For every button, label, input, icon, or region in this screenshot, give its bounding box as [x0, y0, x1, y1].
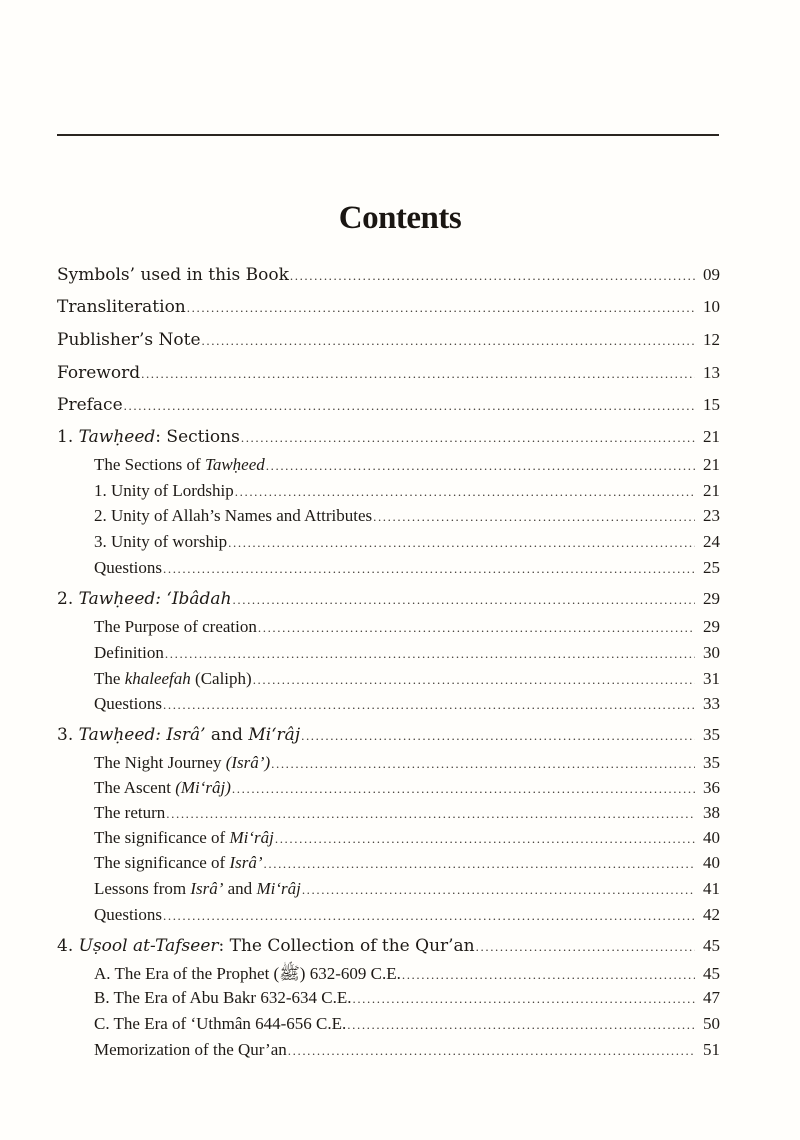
italic-term: Isrâ’ — [229, 853, 263, 872]
toc-chapter-entry[interactable] — [57, 725, 720, 745]
label-text: The — [94, 669, 125, 688]
toc-entry-label — [94, 905, 162, 925]
toc-entry-label — [94, 1014, 346, 1034]
toc-entry-label — [57, 297, 186, 317]
page-number: 29 — [703, 617, 720, 636]
italic-term: Mi‘râj — [248, 725, 301, 745]
chapter-number: 2. — [57, 589, 79, 609]
toc-section-entry[interactable] — [57, 778, 720, 798]
label-text: Definition — [94, 643, 164, 662]
page-number: 40 — [703, 853, 720, 872]
label-text: Questions — [94, 558, 162, 577]
page-number: 21 — [703, 481, 720, 500]
page-number: 25 — [703, 558, 720, 577]
italic-term: Mi‘râj — [229, 828, 274, 847]
toc-entry-label — [94, 617, 257, 637]
dot-leader — [288, 1043, 695, 1059]
toc-chapter-entry[interactable] — [57, 265, 720, 285]
label-text: and — [205, 725, 249, 745]
dot-leader — [233, 592, 695, 608]
toc-entry-label — [57, 395, 123, 415]
toc-entry-label — [94, 669, 252, 689]
label-text: and — [223, 879, 257, 898]
dot-leader — [241, 430, 695, 446]
page-number: 13 — [703, 363, 720, 382]
label-text: Questions — [94, 905, 162, 924]
dot-leader — [253, 672, 695, 688]
italic-term: Mi‘râj — [256, 879, 301, 898]
italic-term: khaleefah — [124, 669, 191, 688]
label-text: : The Collection of the Qur’an — [218, 936, 475, 956]
toc-chapter-entry[interactable] — [57, 395, 720, 415]
dot-leader — [301, 728, 695, 744]
toc-entry-label — [94, 988, 351, 1008]
toc-section-entry[interactable] — [57, 853, 720, 873]
dot-leader — [264, 856, 695, 872]
page-number: 09 — [703, 265, 720, 284]
italic-term: Tawḥeed — [78, 427, 156, 447]
toc-entry-label — [57, 330, 201, 350]
toc-section-entry[interactable] — [57, 643, 720, 663]
dot-leader — [163, 697, 695, 713]
label-text: 1. Unity of Lordship — [94, 481, 234, 500]
label-text: 2. Unity of Allah’s Names and Attributes — [94, 506, 373, 525]
toc-chapter-entry[interactable] — [57, 297, 720, 317]
toc-section-entry[interactable] — [57, 1040, 720, 1060]
page-number: 21 — [703, 455, 720, 474]
toc-section-entry[interactable] — [57, 963, 720, 988]
label-text: Preface — [57, 395, 123, 415]
label-text: The Purpose of creation — [94, 617, 257, 636]
toc-section-entry[interactable] — [57, 481, 720, 501]
label-text: The significance of — [94, 853, 230, 872]
toc-entry-label — [94, 963, 401, 988]
dot-leader — [476, 939, 695, 955]
dot-leader — [165, 646, 695, 662]
dot-leader — [124, 398, 695, 414]
toc-entry-label — [57, 363, 140, 383]
page-number: 35 — [703, 753, 720, 772]
toc-chapter-entry[interactable] — [57, 330, 720, 350]
dot-leader — [402, 967, 695, 983]
toc-entry-label — [94, 694, 162, 714]
toc-entry-label — [94, 455, 265, 475]
italic-term: Isrâ’ — [190, 879, 224, 898]
dot-leader — [275, 831, 695, 847]
chapter-number: 3. — [57, 725, 79, 745]
toc-section-entry[interactable] — [57, 532, 720, 552]
toc-section-entry[interactable] — [57, 506, 720, 526]
toc-entry-label — [94, 481, 234, 501]
toc-entry-label — [94, 558, 162, 578]
page-number: 36 — [703, 778, 720, 797]
page-number: 50 — [703, 1014, 720, 1033]
toc-section-entry[interactable] — [57, 905, 720, 925]
label-text: The return — [94, 803, 166, 822]
page-number: 47 — [703, 988, 720, 1007]
dot-leader — [202, 333, 695, 349]
toc-section-entry[interactable] — [57, 988, 720, 1008]
page-number: 12 — [703, 330, 720, 349]
page-number: 35 — [703, 725, 720, 744]
dot-leader — [187, 300, 695, 316]
italic-term: Uṣool at-Tafseer — [78, 936, 219, 956]
dot-leader — [290, 268, 695, 284]
page-number: 24 — [703, 532, 720, 551]
toc-entry-label — [94, 532, 227, 552]
italic-term: (Isrâ’) — [225, 753, 271, 772]
toc-entry-label — [94, 506, 372, 526]
dot-leader — [141, 366, 695, 382]
toc-entry-label — [94, 853, 263, 873]
page-number: 40 — [703, 828, 720, 847]
toc-chapter-entry[interactable] — [57, 936, 720, 956]
page-number: 41 — [703, 879, 720, 898]
label-text: C. The Era of ‘Uthmân 644-656 C.E. — [94, 1014, 347, 1033]
toc-section-entry[interactable] — [57, 694, 720, 714]
toc-section-entry[interactable] — [57, 753, 720, 773]
dot-leader — [266, 458, 695, 474]
label-text: : Sections — [155, 427, 240, 447]
dot-leader — [235, 484, 695, 500]
page-number: 21 — [703, 427, 720, 446]
page-number: 45 — [703, 964, 720, 983]
toc-section-entry[interactable] — [57, 803, 720, 823]
toc-section-entry[interactable] — [57, 617, 720, 637]
dot-leader — [271, 756, 695, 772]
label-text: Foreword — [57, 363, 141, 383]
page-number: 45 — [703, 936, 720, 955]
toc-entry-label — [94, 778, 231, 798]
page-number: 51 — [703, 1040, 720, 1059]
toc-section-entry[interactable] — [57, 1014, 720, 1034]
label-text: Memorization of the Qur’an — [94, 1040, 287, 1059]
toc-entry-label — [94, 803, 165, 823]
toc-entry-label — [57, 589, 232, 609]
dot-leader — [228, 535, 695, 551]
label-text: (Caliph) — [190, 669, 252, 688]
label-text: Questions — [94, 694, 162, 713]
label-text: The Ascent — [94, 778, 176, 797]
dot-leader — [302, 882, 695, 898]
toc-entry-label — [57, 725, 300, 745]
label-text: A. The Era of the Prophet (ﷺ) 609-632 C.E. — [94, 964, 401, 983]
toc-entry-label — [57, 265, 289, 285]
toc-chapter-entry[interactable] — [57, 427, 720, 447]
label-text: The Sections of — [94, 455, 205, 474]
dot-leader — [163, 561, 695, 577]
page-number: 33 — [703, 694, 720, 713]
toc-chapter-entry[interactable] — [57, 589, 720, 609]
toc-entry-label — [94, 879, 301, 899]
dot-leader — [373, 509, 695, 525]
toc-section-entry[interactable] — [57, 558, 720, 578]
page-number: 15 — [703, 395, 720, 414]
dot-leader — [232, 781, 695, 797]
label-text: Publisher’s Note — [57, 330, 201, 350]
page-number: 38 — [703, 803, 720, 822]
label-text: The Night Journey — [94, 753, 226, 772]
page-number: 29 — [703, 589, 720, 608]
italic-term: (Mi‘râj) — [175, 778, 231, 797]
label-text: The significance of — [94, 828, 230, 847]
top-rule — [57, 134, 719, 136]
label-text: 3. Unity of worship — [94, 532, 228, 551]
page-number: 23 — [703, 506, 720, 525]
page-number: 30 — [703, 643, 720, 662]
chapter-number: 4. — [57, 936, 79, 956]
toc-section-entry[interactable] — [57, 669, 720, 689]
italic-term: Tawḥeed: Isrâ’ — [78, 725, 206, 745]
label-text: Lessons from — [94, 879, 191, 898]
toc-entry-label — [94, 828, 274, 848]
chapter-number: 1. — [57, 427, 79, 447]
toc-section-entry[interactable] — [57, 455, 720, 475]
dot-leader — [258, 620, 695, 636]
toc-entry-label — [94, 643, 164, 663]
page-number: 31 — [703, 669, 720, 688]
italic-term: Tawḥeed — [204, 455, 265, 474]
label-text: B. The Era of Abu Bakr 632-634 C.E. — [94, 988, 352, 1007]
toc-chapter-entry[interactable] — [57, 363, 720, 383]
dot-leader — [166, 806, 695, 822]
toc-entry-label — [94, 753, 270, 773]
page-title: Contents — [338, 200, 462, 236]
dot-leader — [347, 1017, 695, 1033]
toc-section-entry[interactable] — [57, 828, 720, 848]
toc-section-entry[interactable] — [57, 879, 720, 899]
toc-entry-label — [94, 1040, 287, 1060]
dot-leader — [163, 908, 695, 924]
italic-term: Tawḥeed: ‘Ibâdah — [78, 589, 232, 609]
dot-leader — [352, 991, 695, 1007]
label-text: Transliteration — [57, 297, 186, 317]
page-number: 42 — [703, 905, 720, 924]
toc-entry-label — [57, 936, 475, 956]
toc-entry-label — [57, 427, 240, 447]
page-number: 10 — [703, 297, 720, 316]
label-text: Symbols’ used in this Book — [57, 265, 289, 285]
